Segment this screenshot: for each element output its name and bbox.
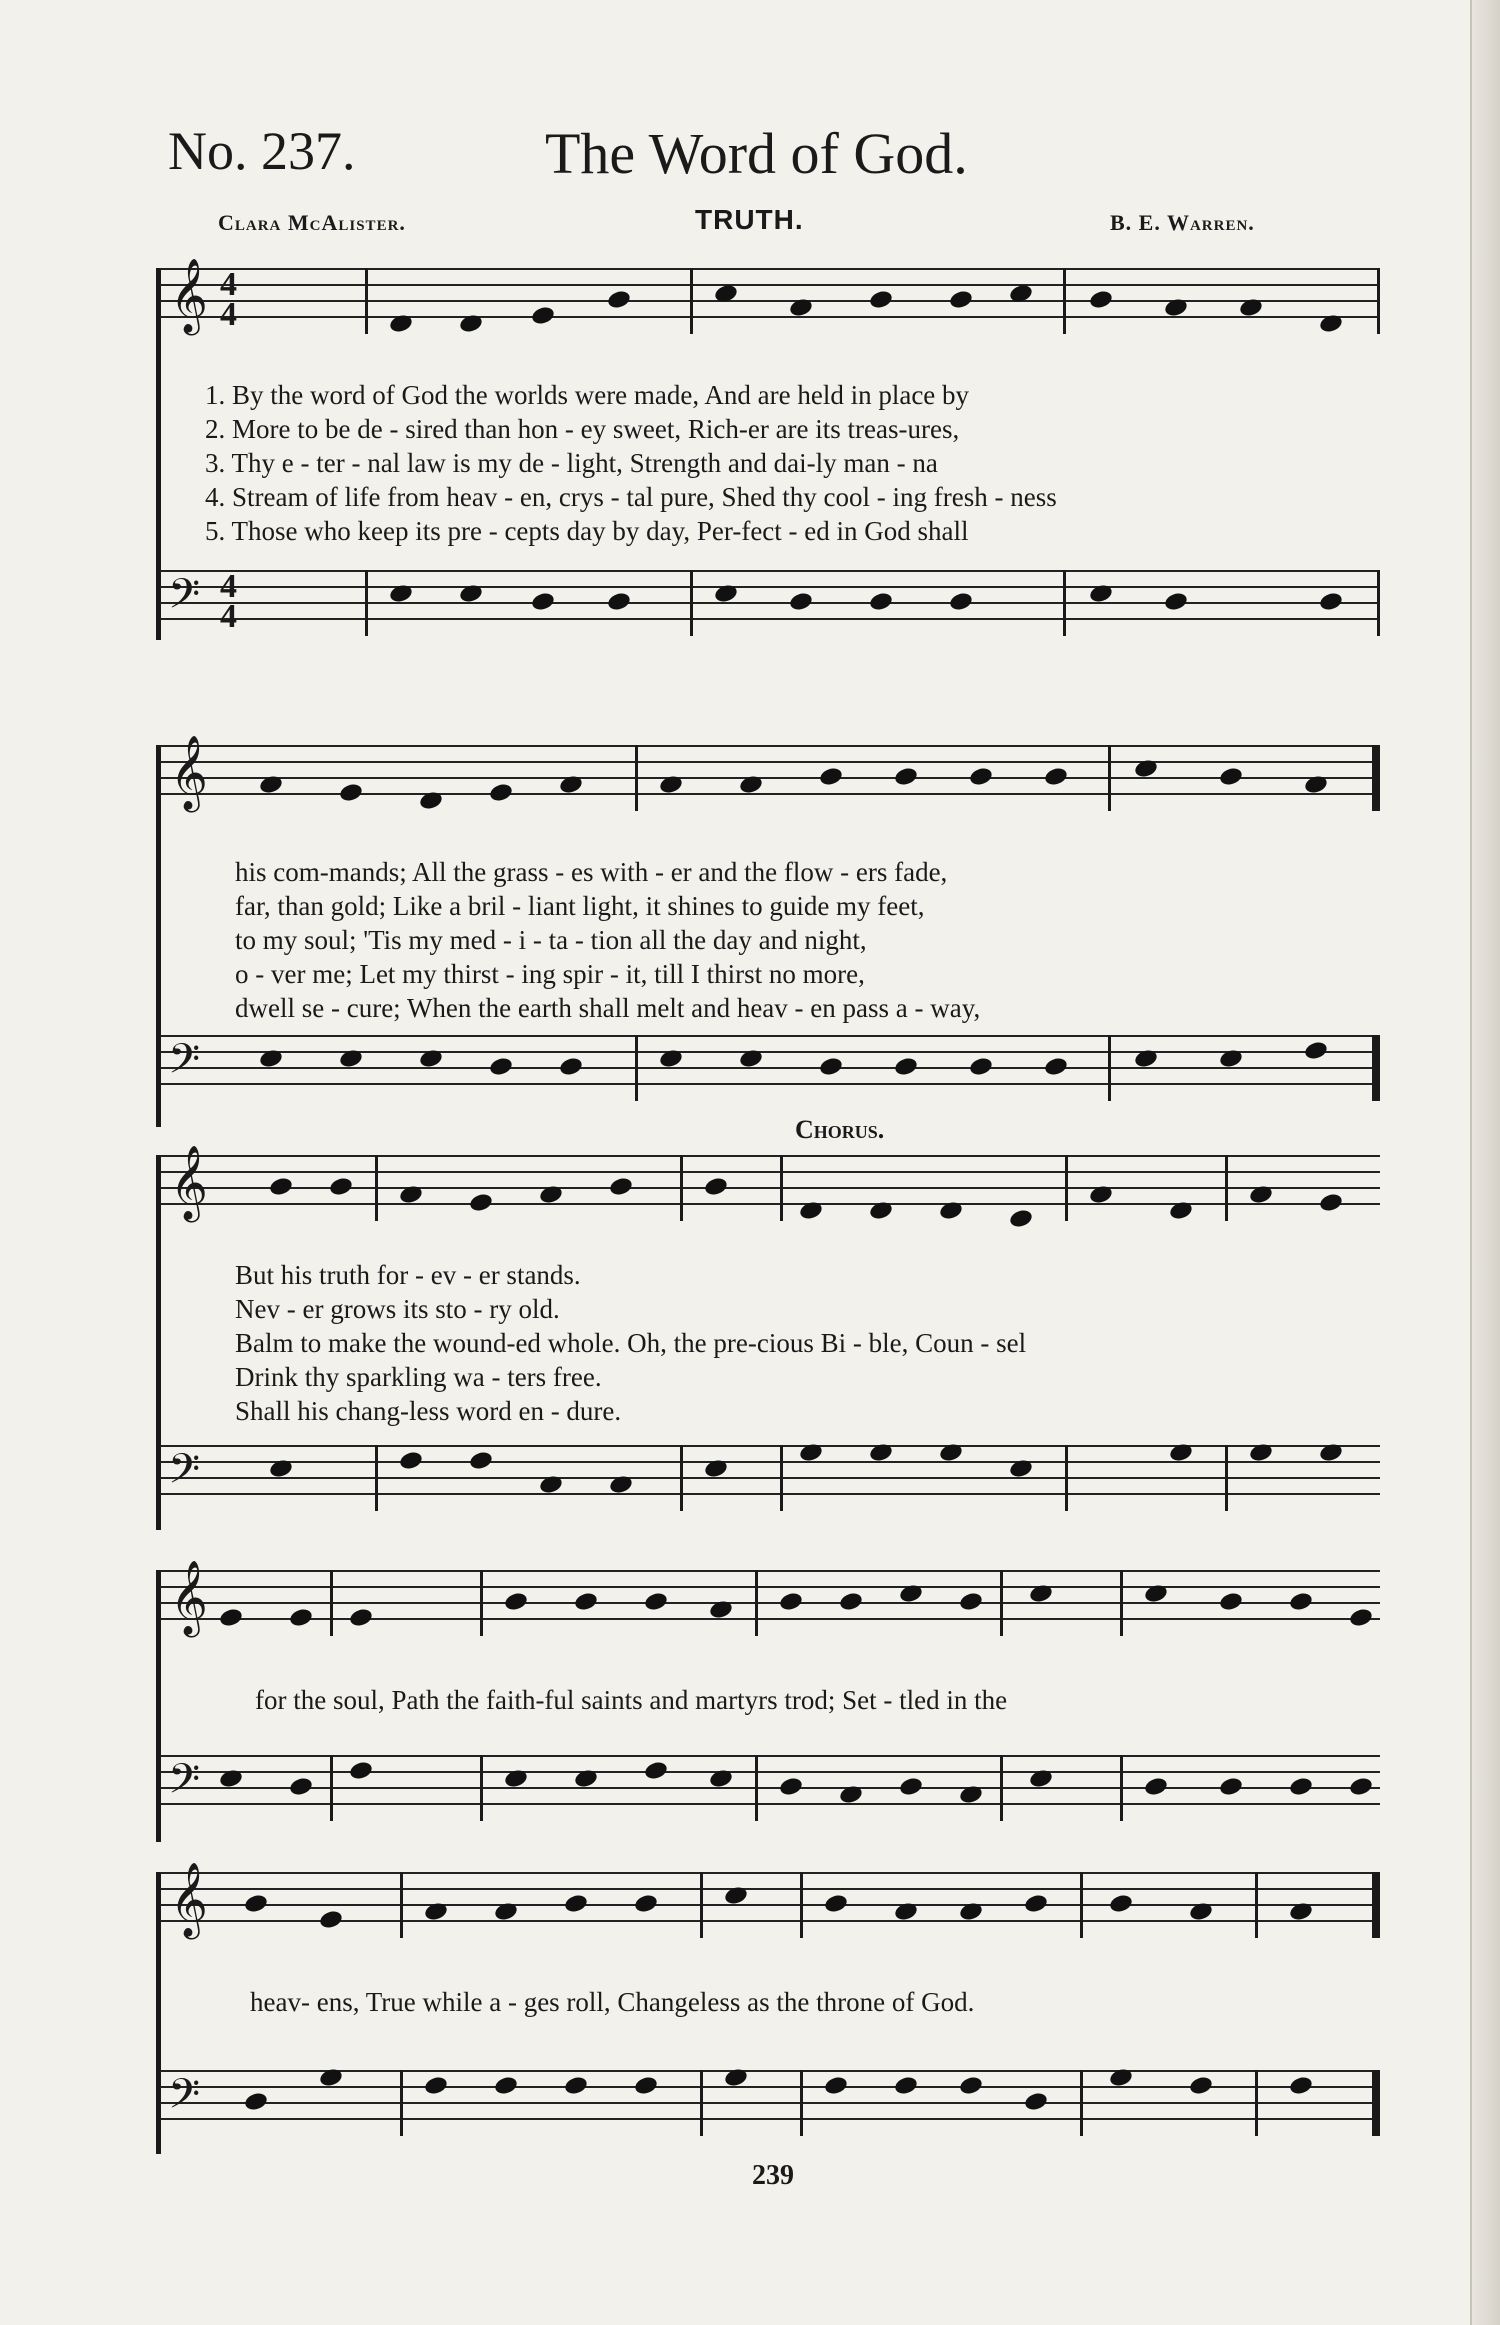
- note: [1348, 1607, 1374, 1629]
- treble-clef-icon: 𝄞: [170, 1147, 208, 1218]
- note: [948, 591, 974, 613]
- barline: [635, 1035, 638, 1101]
- barline: [755, 1755, 758, 1821]
- barline: [680, 1155, 683, 1221]
- composer-credit: B. E. Warren.: [1110, 210, 1255, 235]
- note: [818, 766, 844, 788]
- note: [708, 1599, 734, 1621]
- note: [1088, 583, 1114, 605]
- note: [868, 1200, 894, 1222]
- note: [1088, 1184, 1114, 1206]
- barline: [400, 1872, 403, 1938]
- note: [493, 2075, 519, 2097]
- note: [703, 1176, 729, 1198]
- note: [398, 1450, 424, 1472]
- lyrics-system-5: [250, 1985, 1400, 2019]
- lyric-verse-1: his com-mands; All the grass - es with - er and the flow - ers fade,: [235, 857, 948, 887]
- note: [458, 313, 484, 335]
- treble-staff: [160, 1562, 1380, 1634]
- barline: [800, 1872, 803, 1938]
- barline: [1377, 570, 1380, 636]
- note: [488, 782, 514, 804]
- note: [218, 1607, 244, 1629]
- lyric-verse-3: Balm to make the wound-ed whole. Oh, the pre-cious Bi - ble, Coun - sel: [235, 1328, 1027, 1358]
- hymn-number: No. 237.: [168, 121, 356, 181]
- barline: [375, 1155, 378, 1221]
- note: [1318, 1442, 1344, 1464]
- note: [503, 1768, 529, 1790]
- note: [893, 2075, 919, 2097]
- time-signature: 4 4: [220, 568, 237, 635]
- barline: [330, 1755, 333, 1821]
- barline: [330, 1570, 333, 1636]
- page-edge: [1470, 0, 1500, 2325]
- note: [658, 774, 684, 796]
- note: [563, 1893, 589, 1915]
- bass-staff: [160, 1755, 1380, 1819]
- note: [1248, 1184, 1274, 1206]
- note: [218, 1768, 244, 1790]
- barline: [365, 570, 368, 636]
- credits: [0, 204, 1500, 240]
- note: [503, 1591, 529, 1613]
- note: [818, 1056, 844, 1078]
- lyric-verse-5: Shall his chang-less word en - dure.: [235, 1396, 622, 1426]
- note: [723, 1885, 749, 1907]
- note: [898, 1583, 924, 1605]
- note: [823, 2075, 849, 2097]
- note: [1108, 2067, 1134, 2089]
- note: [1168, 1200, 1194, 1222]
- note: [1288, 1901, 1314, 1923]
- lyrics-system-4: [255, 1683, 1405, 1717]
- note: [558, 774, 584, 796]
- note: [893, 1056, 919, 1078]
- note: [643, 1760, 669, 1782]
- double-barline: [1372, 745, 1380, 811]
- note: [563, 2075, 589, 2097]
- note: [1088, 289, 1114, 311]
- note: [798, 1200, 824, 1222]
- note: [338, 1048, 364, 1070]
- note: [1008, 283, 1034, 305]
- treble-clef-icon: 𝄞: [170, 737, 208, 808]
- barline: [635, 745, 638, 811]
- note: [468, 1192, 494, 1214]
- note: [1303, 774, 1329, 796]
- hymn-title: The Word of God.: [545, 121, 968, 186]
- note: [778, 1591, 804, 1613]
- note: [418, 1048, 444, 1070]
- note: [1248, 1442, 1274, 1464]
- note: [738, 774, 764, 796]
- note: [1163, 297, 1189, 319]
- bass-clef-icon: 𝄢: [168, 2071, 201, 2127]
- note: [938, 1200, 964, 1222]
- note: [530, 305, 556, 327]
- treble-staff: [160, 1147, 1380, 1219]
- note: [1318, 313, 1344, 335]
- barline: [1063, 570, 1066, 636]
- note: [423, 1901, 449, 1923]
- bass-clef-icon: 𝄢: [168, 1036, 201, 1092]
- barline: [400, 2070, 403, 2136]
- page-number: 239: [752, 2160, 794, 2191]
- lyrics-system-3: [235, 1258, 1385, 1428]
- note: [1188, 2075, 1214, 2097]
- note: [1318, 1192, 1344, 1214]
- double-barline: [1372, 1035, 1380, 1101]
- bass-clef-icon: 𝄢: [168, 1756, 201, 1812]
- hymn-header: [0, 120, 1500, 200]
- note: [606, 591, 632, 613]
- time-signature: 4 4: [220, 266, 237, 333]
- barline: [1225, 1155, 1228, 1221]
- note: [1168, 1442, 1194, 1464]
- note: [1218, 766, 1244, 788]
- barline: [1000, 1755, 1003, 1821]
- barline: [375, 1445, 378, 1511]
- note: [1008, 1208, 1034, 1230]
- barline: [1063, 268, 1066, 334]
- note: [1288, 1776, 1314, 1798]
- note: [1028, 1583, 1054, 1605]
- treble-clef-icon: 𝄞: [170, 1562, 208, 1633]
- note: [1023, 1893, 1049, 1915]
- barline: [365, 268, 368, 334]
- barline: [700, 2070, 703, 2136]
- note: [338, 782, 364, 804]
- note: [1218, 1048, 1244, 1070]
- note: [1288, 1591, 1314, 1613]
- note: [658, 1048, 684, 1070]
- note: [893, 1901, 919, 1923]
- note: [398, 1184, 424, 1206]
- note: [958, 1784, 984, 1806]
- note: [1043, 766, 1069, 788]
- barline: [1255, 2070, 1258, 2136]
- note: [1133, 758, 1159, 780]
- lyric-verse-1: 1. By the word of God the worlds were made, And are held in place by: [205, 380, 970, 410]
- bass-clef-icon: 𝄢: [168, 571, 201, 627]
- note: [1163, 591, 1189, 613]
- note: [1108, 1893, 1134, 1915]
- note: [778, 1776, 804, 1798]
- bass-staff: [160, 1445, 1380, 1509]
- note: [538, 1474, 564, 1496]
- note: [243, 2091, 269, 2113]
- note: [708, 1768, 734, 1790]
- note: [1028, 1768, 1054, 1790]
- barline: [1225, 1445, 1228, 1511]
- note: [573, 1591, 599, 1613]
- note: [530, 591, 556, 613]
- note: [1303, 1040, 1329, 1062]
- note: [823, 1893, 849, 1915]
- barline: [1000, 1570, 1003, 1636]
- barline: [1108, 1035, 1111, 1101]
- lyric-verse-2: Nev - er grows its sto - ry old.: [235, 1294, 560, 1324]
- note: [1143, 1583, 1169, 1605]
- final-barline: [1372, 2070, 1380, 2136]
- lyric-verse-5: 5. Those who keep its pre - cepts day by day, Per-fect - ed in God shall: [205, 516, 969, 546]
- note: [1023, 2091, 1049, 2113]
- bass-staff: [160, 570, 1380, 634]
- chorus-label: Chorus.: [795, 1115, 885, 1144]
- note: [968, 766, 994, 788]
- barline: [1080, 2070, 1083, 2136]
- note: [558, 1056, 584, 1078]
- note: [838, 1784, 864, 1806]
- note: [1218, 1591, 1244, 1613]
- note: [288, 1776, 314, 1798]
- note: [893, 766, 919, 788]
- note: [258, 1048, 284, 1070]
- note: [388, 313, 414, 335]
- note: [633, 2075, 659, 2097]
- barline: [690, 268, 693, 334]
- note: [348, 1607, 374, 1629]
- barline: [1377, 268, 1380, 334]
- lyric-verse-3: 3. Thy e - ter - nal law is my de - light, Strength and dai-ly man - na: [205, 448, 938, 478]
- note: [958, 2075, 984, 2097]
- note: [468, 1450, 494, 1472]
- note: [1238, 297, 1264, 319]
- lyric-verse-5: dwell se - cure; When the earth shall melt and heav - en pass a - way,: [235, 993, 981, 1023]
- barline: [1065, 1155, 1068, 1221]
- note: [1288, 2075, 1314, 2097]
- treble-staff: [160, 260, 1380, 333]
- note: [938, 1442, 964, 1464]
- lyric-verse-2: 2. More to be de - sired than hon - ey sweet, Rich-er are its treas-ures,: [205, 414, 960, 444]
- barline: [1120, 1570, 1123, 1636]
- barline: [700, 1872, 703, 1938]
- note: [798, 1442, 824, 1464]
- bass-staff: [160, 1035, 1380, 1099]
- note: [633, 1893, 659, 1915]
- note: [868, 289, 894, 311]
- note: [868, 1442, 894, 1464]
- bass-staff: [160, 2070, 1380, 2134]
- note: [268, 1176, 294, 1198]
- note: [948, 289, 974, 311]
- note: [608, 1474, 634, 1496]
- barline: [1255, 1872, 1258, 1938]
- bass-clef-icon: 𝄢: [168, 1446, 201, 1502]
- note: [288, 1607, 314, 1629]
- barline: [1120, 1755, 1123, 1821]
- lyrics-system-1: [205, 378, 1355, 548]
- note: [328, 1176, 354, 1198]
- lyric-line: for the soul, Path the faith-ful saints and martyrs trod; Set - tled in the: [255, 1685, 1008, 1715]
- lyric-verse-4: o - ver me; Let my thirst - ing spir - it, till I thirst no more,: [235, 959, 865, 989]
- barline: [800, 2070, 803, 2136]
- treble-clef-icon: 𝄞: [170, 1864, 208, 1935]
- note: [643, 1591, 669, 1613]
- note: [713, 283, 739, 305]
- note: [1008, 1458, 1034, 1480]
- treble-clef-icon: 𝄞: [170, 260, 208, 331]
- note: [606, 289, 632, 311]
- note: [958, 1591, 984, 1613]
- note: [488, 1056, 514, 1078]
- barline: [780, 1445, 783, 1511]
- note: [713, 583, 739, 605]
- lyric-verse-4: 4. Stream of life from heav - en, crys - tal pure, Shed thy cool - ing fresh - ness: [205, 482, 1057, 512]
- note: [318, 1909, 344, 1931]
- note: [723, 2067, 749, 2089]
- note: [1043, 1056, 1069, 1078]
- note: [1348, 1776, 1374, 1798]
- barline: [480, 1570, 483, 1636]
- barline: [1080, 1872, 1083, 1938]
- note: [838, 1591, 864, 1613]
- note: [898, 1776, 924, 1798]
- lyric-verse-2: far, than gold; Like a bril - liant light, it shines to guide my feet,: [235, 891, 925, 921]
- note: [348, 1760, 374, 1782]
- barline: [1108, 745, 1111, 811]
- note: [958, 1901, 984, 1923]
- barline: [680, 1445, 683, 1511]
- author-credit: Clara McAlister.: [218, 210, 406, 235]
- treble-staff: [160, 737, 1380, 809]
- barline: [690, 570, 693, 636]
- note: [388, 583, 414, 605]
- note: [423, 2075, 449, 2097]
- barline: [780, 1155, 783, 1221]
- note: [968, 1056, 994, 1078]
- note: [538, 1184, 564, 1206]
- note: [738, 1048, 764, 1070]
- final-barline: [1372, 1872, 1380, 1938]
- treble-staff: [160, 1864, 1380, 1936]
- barline: [480, 1755, 483, 1821]
- lyrics-system-2: [235, 855, 1385, 1025]
- lyric-verse-1: But his truth for - ev - er stands.: [235, 1260, 581, 1290]
- note: [1133, 1048, 1159, 1070]
- note: [788, 591, 814, 613]
- note: [1318, 591, 1344, 613]
- note: [608, 1176, 634, 1198]
- note: [268, 1458, 294, 1480]
- note: [418, 790, 444, 812]
- note: [573, 1768, 599, 1790]
- note: [868, 591, 894, 613]
- note: [703, 1458, 729, 1480]
- lyric-line: heav- ens, True while a - ges roll, Changeless as the throne of God.: [250, 1987, 975, 2017]
- barline: [755, 1570, 758, 1636]
- note: [258, 774, 284, 796]
- note: [243, 1893, 269, 1915]
- barline: [1065, 1445, 1068, 1511]
- note: [1143, 1776, 1169, 1798]
- note: [493, 1901, 519, 1923]
- note: [788, 297, 814, 319]
- tune-name: TRUTH.: [695, 204, 804, 235]
- note: [1188, 1901, 1214, 1923]
- note: [458, 583, 484, 605]
- note: [1218, 1776, 1244, 1798]
- lyric-verse-4: Drink thy sparkling wa - ters free.: [235, 1362, 602, 1392]
- lyric-verse-3: to my soul; 'Tis my med - i - ta - tion all the day and night,: [235, 925, 867, 955]
- note: [318, 2067, 344, 2089]
